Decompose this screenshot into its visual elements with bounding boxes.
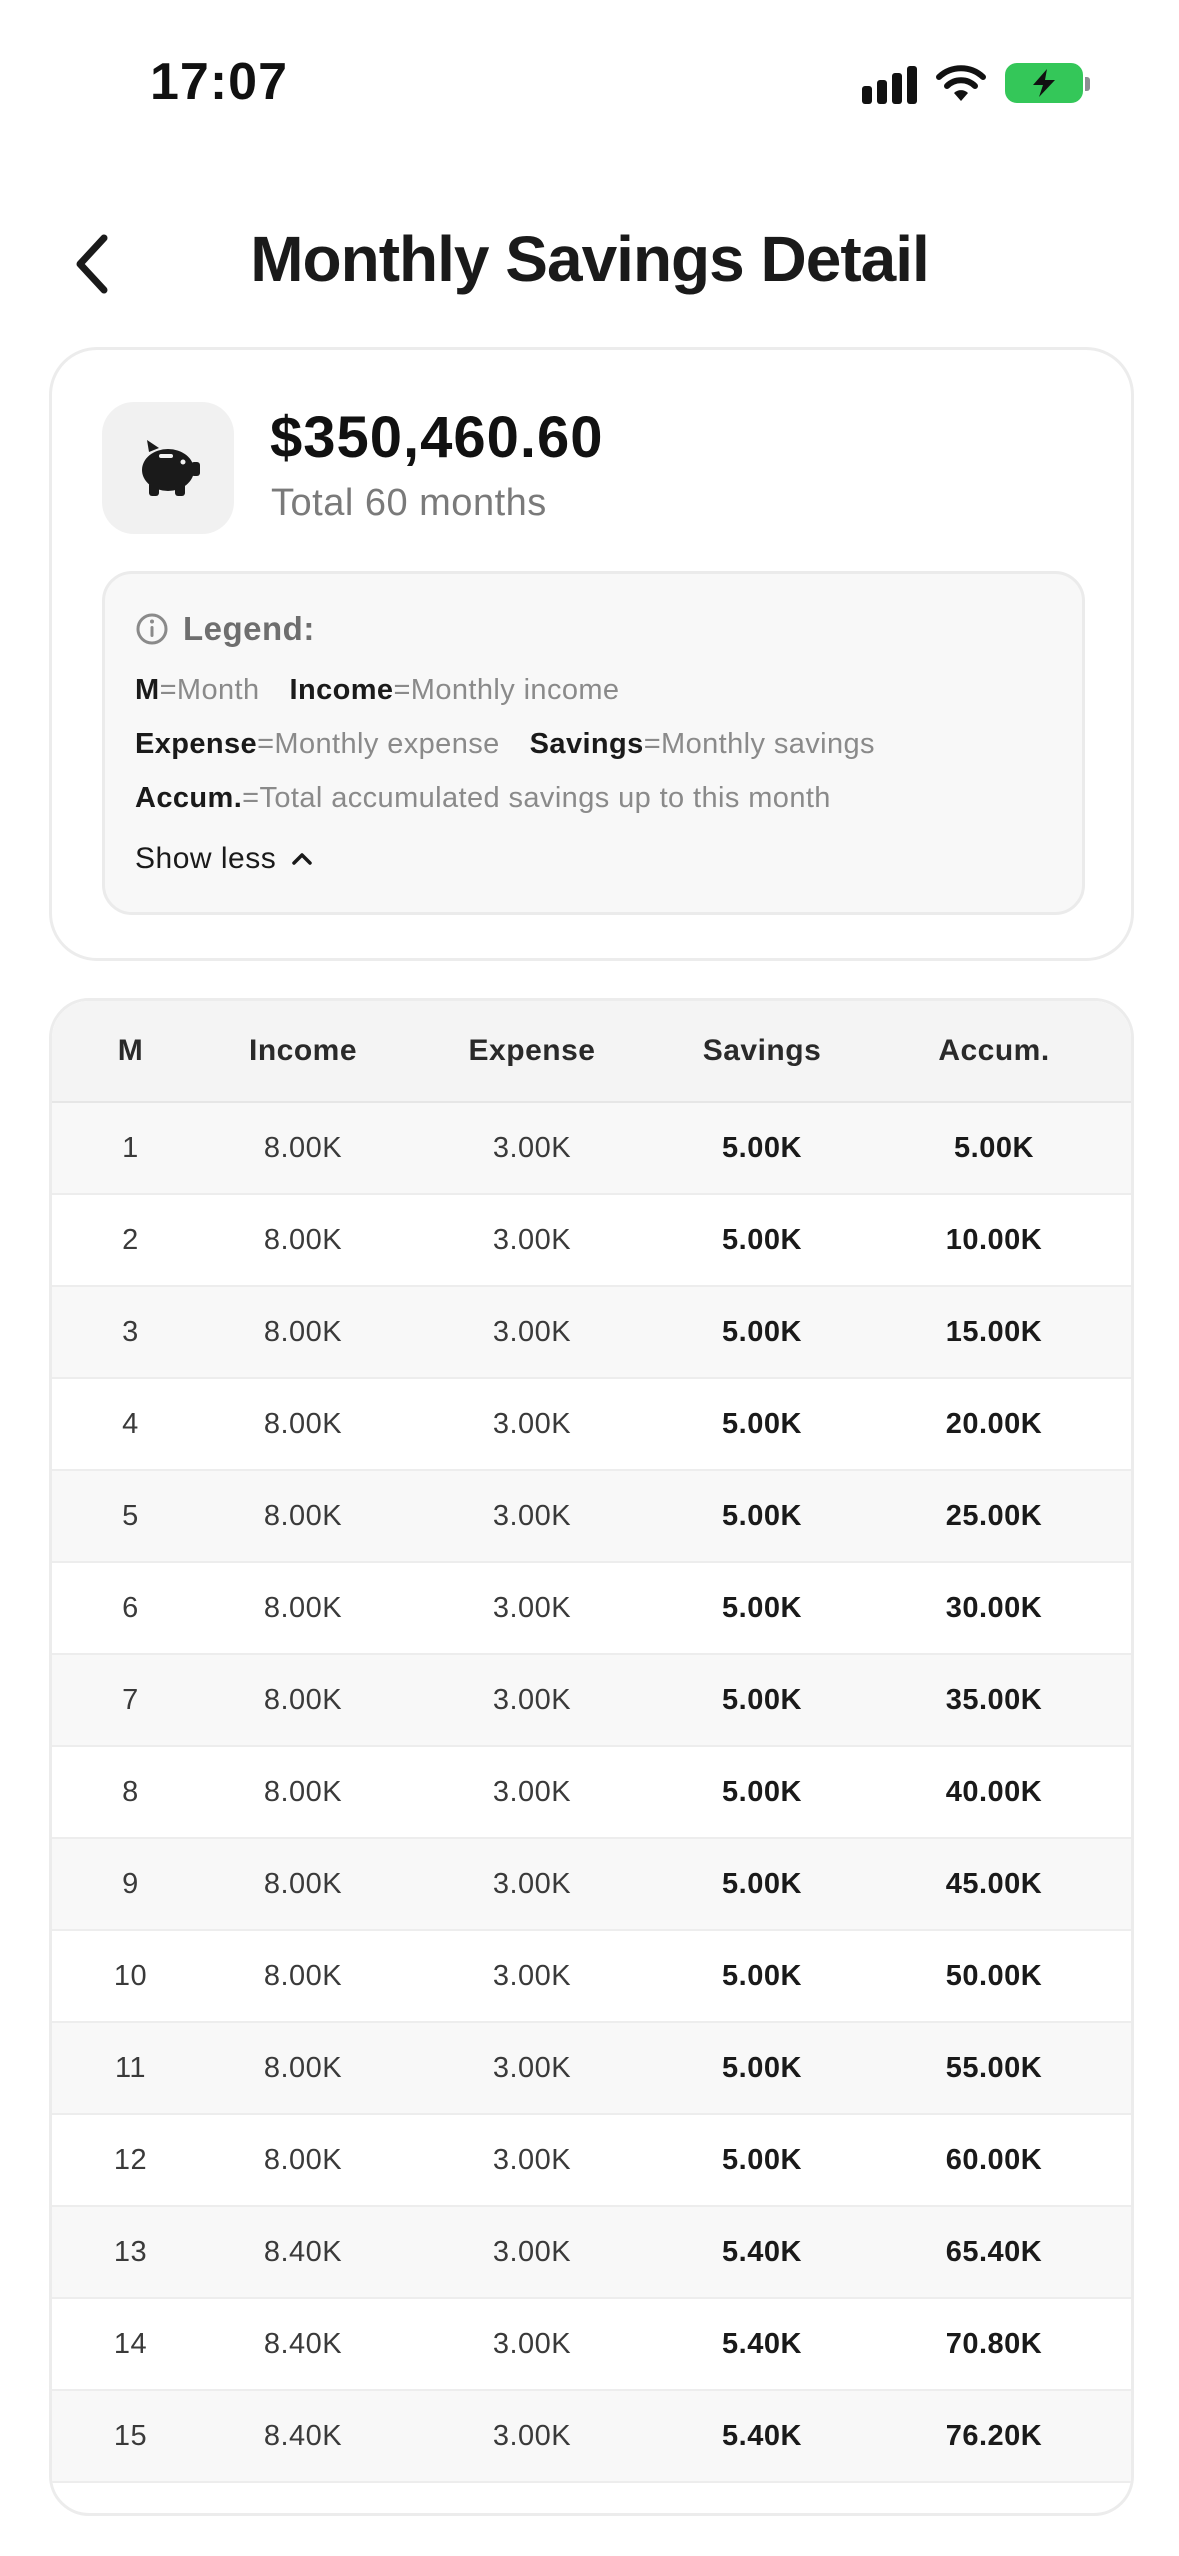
legend-desc-income: =Monthly income <box>393 674 620 706</box>
cell-month: 1 <box>122 1131 139 1164</box>
column-header-savings: Savings <box>702 1034 822 1067</box>
cell-income: 8.00K <box>263 1591 343 1624</box>
cell-expense: 3.00K <box>492 2419 572 2452</box>
cell-accum: 30.00K <box>945 1591 1043 1624</box>
cell-savings: 5.00K <box>722 1499 802 1532</box>
cell-savings: 5.00K <box>722 2051 802 2084</box>
cell-income: 8.00K <box>263 1223 343 1256</box>
cell-savings: 5.00K <box>722 1131 802 1164</box>
cell-month: 10 <box>113 1959 148 1992</box>
cell-expense: 3.00K <box>492 1223 572 1256</box>
total-savings-amount: $350,460.60 <box>270 405 604 470</box>
cell-accum: 60.00K <box>945 2143 1043 2176</box>
cell-accum: 55.00K <box>945 2051 1043 2084</box>
cell-savings: 5.00K <box>722 1959 802 1992</box>
table-header-row <box>52 1001 1131 1103</box>
legend-key-income: Income <box>289 674 394 706</box>
legend-box <box>102 571 1085 915</box>
cell-savings: 5.00K <box>722 1683 802 1716</box>
legend-key-accum: Accum. <box>135 782 243 814</box>
status-icons <box>862 62 1083 104</box>
cell-expense: 3.00K <box>492 1315 572 1348</box>
chevron-up-icon <box>290 851 314 867</box>
legend-header <box>135 610 315 648</box>
status-bar <box>0 0 1179 160</box>
cell-savings: 5.00K <box>722 2143 802 2176</box>
show-less-label: Show less <box>135 842 277 875</box>
cell-savings: 5.40K <box>722 2327 802 2360</box>
total-caption: Total 60 months <box>271 482 547 524</box>
cell-accum: 65.40K <box>945 2235 1043 2268</box>
cell-accum: 76.20K <box>945 2419 1043 2452</box>
cell-expense: 3.00K <box>492 2235 572 2268</box>
legend-title: Legend: <box>183 610 315 647</box>
cell-income: 8.40K <box>263 2327 343 2360</box>
cell-month: 4 <box>122 1407 139 1440</box>
cell-month: 12 <box>113 2143 148 2176</box>
page-title: Monthly Savings Detail <box>250 223 929 295</box>
cell-income: 8.00K <box>263 2051 343 2084</box>
cell-income: 8.00K <box>263 1867 343 1900</box>
cell-expense: 3.00K <box>492 1131 572 1164</box>
cell-accum: 70.80K <box>945 2327 1043 2360</box>
cell-income: 8.00K <box>263 1315 343 1348</box>
cell-accum: 45.00K <box>945 1867 1043 1900</box>
cell-expense: 3.00K <box>492 2327 572 2360</box>
cell-expense: 3.00K <box>492 1591 572 1624</box>
table-row <box>52 1931 1131 2023</box>
cell-month: 7 <box>122 1683 139 1716</box>
cell-income: 8.00K <box>263 1959 343 1992</box>
cell-savings: 5.00K <box>722 1315 802 1348</box>
legend-desc-accum: =Total accumulated savings up to this month <box>242 782 831 814</box>
cell-savings: 5.00K <box>722 1775 802 1808</box>
cell-income: 8.00K <box>263 1407 343 1440</box>
cell-accum: 10.00K <box>945 1223 1043 1256</box>
cell-month: 14 <box>113 2327 148 2360</box>
cell-expense: 3.00K <box>492 2051 572 2084</box>
legend-key-expense: Expense <box>135 728 258 760</box>
info-icon <box>135 612 169 646</box>
column-header-income: Income <box>248 1034 358 1067</box>
cell-expense: 3.00K <box>492 1499 572 1532</box>
cell-month: 11 <box>114 2051 147 2084</box>
cell-expense: 3.00K <box>492 1775 572 1808</box>
cell-month: 13 <box>113 2235 148 2268</box>
table-row <box>52 1839 1131 1931</box>
legend-key-m: M <box>135 674 160 706</box>
cell-expense: 3.00K <box>492 1867 572 1900</box>
cell-expense: 3.00K <box>492 2143 572 2176</box>
cell-month: 5 <box>122 1499 139 1532</box>
cell-expense: 3.00K <box>492 1407 572 1440</box>
cell-savings: 5.00K <box>722 1591 802 1624</box>
cell-month: 9 <box>122 1867 139 1900</box>
legend-desc-m: =Month <box>159 674 260 706</box>
cell-accum: 40.00K <box>945 1775 1043 1808</box>
table-row <box>52 1747 1131 1839</box>
legend-line-1 <box>135 674 619 707</box>
cell-accum: 5.00K <box>954 1131 1034 1164</box>
column-header-expense: Expense <box>468 1034 596 1067</box>
cell-income: 8.00K <box>263 1499 343 1532</box>
legend-line-2 <box>135 728 875 761</box>
legend-desc-expense: =Monthly expense <box>257 728 500 760</box>
cell-savings: 5.00K <box>722 1867 802 1900</box>
cell-month: 3 <box>122 1315 139 1348</box>
cell-accum: 15.00K <box>945 1315 1043 1348</box>
cell-accum: 35.00K <box>945 1683 1043 1716</box>
cell-accum: 25.00K <box>945 1499 1043 1532</box>
battery-charging-icon <box>1005 63 1083 103</box>
cell-income: 8.00K <box>263 2143 343 2176</box>
legend-key-savings: Savings <box>529 728 644 760</box>
wifi-icon <box>935 63 987 103</box>
table-row <box>52 1103 1131 1195</box>
table-row <box>52 1195 1131 1287</box>
table-body <box>52 1103 1131 2483</box>
cell-savings: 5.40K <box>722 2419 802 2452</box>
cell-income: 8.40K <box>263 2235 343 2268</box>
table-row <box>52 1655 1131 1747</box>
cell-month: 2 <box>122 1223 139 1256</box>
cell-accum: 20.00K <box>945 1407 1043 1440</box>
table-row <box>52 1563 1131 1655</box>
legend-desc-savings: =Monthly savings <box>643 728 875 760</box>
cell-income: 8.00K <box>263 1775 343 1808</box>
cell-savings: 5.00K <box>722 1407 802 1440</box>
cell-month: 6 <box>122 1591 139 1624</box>
table-row <box>52 1379 1131 1471</box>
table-row <box>52 2391 1131 2483</box>
cell-expense: 3.00K <box>492 1683 572 1716</box>
cell-income: 8.40K <box>263 2419 343 2452</box>
table-row <box>52 2207 1131 2299</box>
table-row <box>52 2299 1131 2391</box>
cell-expense: 3.00K <box>492 1959 572 1992</box>
legend-line-3 <box>135 782 831 815</box>
cellular-signal-icon <box>862 62 917 104</box>
column-header-month: M <box>117 1034 144 1067</box>
piggy-bank-icon <box>135 438 201 498</box>
cell-income: 8.00K <box>263 1683 343 1716</box>
monthly-savings-table <box>49 998 1134 2516</box>
column-header-accum: Accum. <box>938 1034 1050 1067</box>
table-row <box>52 1287 1131 1379</box>
cell-income: 8.00K <box>263 1131 343 1164</box>
piggy-bank-tile <box>102 402 234 534</box>
cell-savings: 5.00K <box>722 1223 802 1256</box>
summary-card <box>49 347 1134 961</box>
table-row <box>52 1471 1131 1563</box>
cell-savings: 5.40K <box>722 2235 802 2268</box>
cell-month: 8 <box>122 1775 139 1808</box>
table-row <box>52 2115 1131 2207</box>
status-time: 17:07 <box>150 53 288 111</box>
cell-accum: 50.00K <box>945 1959 1043 1992</box>
cell-month: 15 <box>113 2419 148 2452</box>
show-less-button[interactable] <box>135 842 314 876</box>
table-row <box>52 2023 1131 2115</box>
